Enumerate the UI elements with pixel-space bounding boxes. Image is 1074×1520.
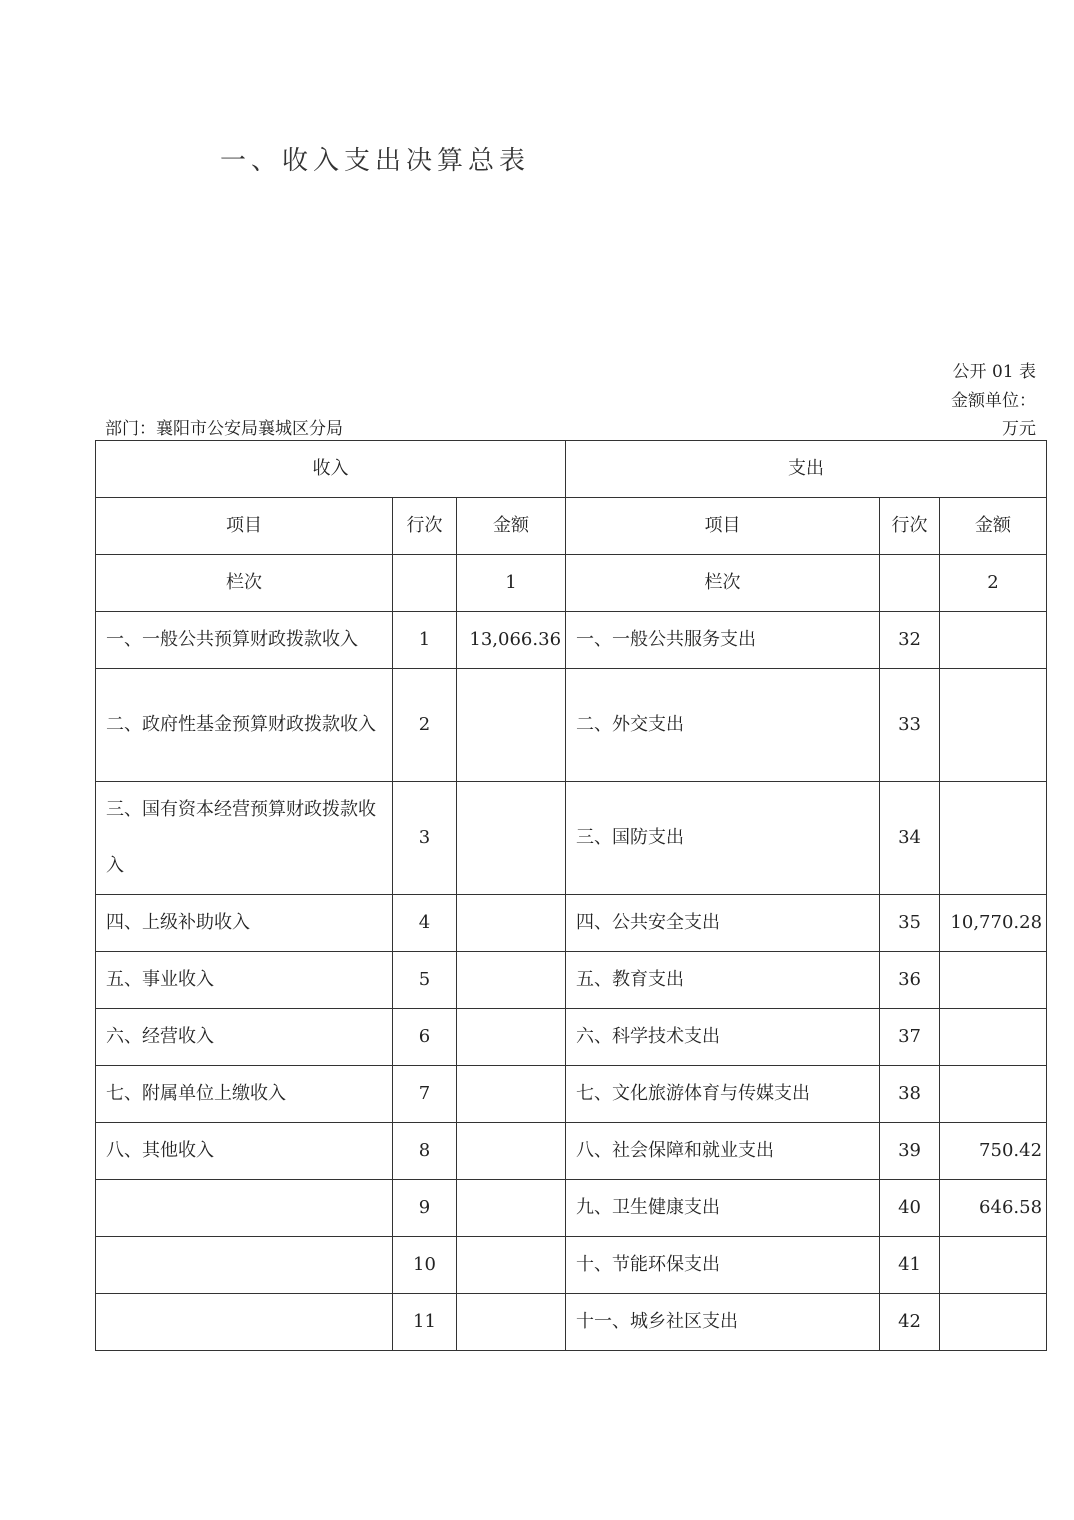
expense-item: 三、国防支出 bbox=[566, 782, 880, 895]
income-column-label: 栏次 bbox=[96, 555, 393, 612]
expense-section-header: 支出 bbox=[566, 441, 1047, 498]
income-row-no-header: 行次 bbox=[393, 498, 457, 555]
income-row-no: 1 bbox=[393, 612, 457, 669]
income-row-no: 3 bbox=[393, 782, 457, 895]
income-row-no: 6 bbox=[393, 1009, 457, 1066]
table-row bbox=[96, 669, 1047, 782]
income-row-no: 8 bbox=[393, 1123, 457, 1180]
expense-amount bbox=[940, 1066, 1047, 1123]
expense-amount bbox=[940, 782, 1047, 895]
expense-item: 一、一般公共服务支出 bbox=[566, 612, 880, 669]
expense-row-no: 34 bbox=[880, 782, 940, 895]
income-amount bbox=[457, 669, 566, 782]
income-row-no: 7 bbox=[393, 1066, 457, 1123]
income-item: 一、一般公共预算财政拨款收入 bbox=[96, 612, 393, 669]
expense-item: 十一、城乡社区支出 bbox=[566, 1294, 880, 1351]
income-item: 六、经营收入 bbox=[96, 1009, 393, 1066]
expense-row-no: 36 bbox=[880, 952, 940, 1009]
expense-row-no: 37 bbox=[880, 1009, 940, 1066]
expense-column-number: 2 bbox=[940, 555, 1047, 612]
column-header-row bbox=[96, 498, 1047, 555]
income-amount bbox=[457, 1237, 566, 1294]
income-item: 四、上级补助收入 bbox=[96, 895, 393, 952]
budget-summary-table bbox=[95, 440, 1047, 1351]
income-item: 三、国有资本经营预算财政拨款收入 bbox=[96, 782, 393, 895]
expense-amount: 646.58 bbox=[940, 1180, 1047, 1237]
income-amount bbox=[457, 952, 566, 1009]
income-row-no: 9 bbox=[393, 1180, 457, 1237]
income-row-no: 2 bbox=[393, 669, 457, 782]
table-row bbox=[96, 895, 1047, 952]
income-amount bbox=[457, 1180, 566, 1237]
section-header-row bbox=[96, 441, 1047, 498]
table-row bbox=[96, 1123, 1047, 1180]
expense-amount bbox=[940, 669, 1047, 782]
income-item bbox=[96, 1180, 393, 1237]
expense-amount bbox=[940, 1237, 1047, 1294]
expense-item: 四、公共安全支出 bbox=[566, 895, 880, 952]
amount-unit-value: 万元 bbox=[1002, 419, 1036, 439]
income-column-number: 1 bbox=[457, 555, 566, 612]
table-row bbox=[96, 952, 1047, 1009]
table-row bbox=[96, 1180, 1047, 1237]
table-row bbox=[96, 612, 1047, 669]
expense-item: 九、卫生健康支出 bbox=[566, 1180, 880, 1237]
expense-amount bbox=[940, 1009, 1047, 1066]
income-item: 八、其他收入 bbox=[96, 1123, 393, 1180]
income-row-no: 10 bbox=[393, 1237, 457, 1294]
income-amount bbox=[457, 1066, 566, 1123]
expense-row-no: 35 bbox=[880, 895, 940, 952]
income-item-header: 项目 bbox=[96, 498, 393, 555]
page-title: 一、收入支出决算总表 bbox=[220, 146, 531, 176]
table-row bbox=[96, 1066, 1047, 1123]
income-item bbox=[96, 1294, 393, 1351]
income-amount bbox=[457, 782, 566, 895]
income-item: 五、事业收入 bbox=[96, 952, 393, 1009]
table-row bbox=[96, 1237, 1047, 1294]
expense-item: 六、科学技术支出 bbox=[566, 1009, 880, 1066]
income-row-no: 11 bbox=[393, 1294, 457, 1351]
expense-item-header: 项目 bbox=[566, 498, 880, 555]
expense-row-no: 39 bbox=[880, 1123, 940, 1180]
expense-item: 七、文化旅游体育与传媒支出 bbox=[566, 1066, 880, 1123]
expense-amount bbox=[940, 1294, 1047, 1351]
department-name: 部门：襄阳市公安局襄城区分局 bbox=[105, 419, 343, 439]
table-number: 公开 01 表 bbox=[952, 362, 1036, 382]
income-item: 二、政府性基金预算财政拨款收入 bbox=[96, 669, 393, 782]
income-amount-header: 金额 bbox=[457, 498, 566, 555]
expense-amount-header: 金额 bbox=[940, 498, 1047, 555]
expense-row-no: 33 bbox=[880, 669, 940, 782]
expense-row-no: 41 bbox=[880, 1237, 940, 1294]
expense-row-no: 40 bbox=[880, 1180, 940, 1237]
expense-item: 五、教育支出 bbox=[566, 952, 880, 1009]
expense-amount: 10,770.28 bbox=[940, 895, 1047, 952]
expense-item: 十、节能环保支出 bbox=[566, 1237, 880, 1294]
expense-item: 八、社会保障和就业支出 bbox=[566, 1123, 880, 1180]
income-row-no: 5 bbox=[393, 952, 457, 1009]
table-row bbox=[96, 1009, 1047, 1066]
income-amount: 13,066.36 bbox=[457, 612, 566, 669]
column-number-row bbox=[96, 555, 1047, 612]
expense-column-label: 栏次 bbox=[566, 555, 880, 612]
table-row bbox=[96, 1294, 1047, 1351]
expense-row-no: 42 bbox=[880, 1294, 940, 1351]
expense-row-no: 32 bbox=[880, 612, 940, 669]
expense-column-blank bbox=[880, 555, 940, 612]
amount-unit-label: 金额单位： bbox=[951, 391, 1036, 411]
income-row-no: 4 bbox=[393, 895, 457, 952]
expense-amount bbox=[940, 612, 1047, 669]
expense-row-no-header: 行次 bbox=[880, 498, 940, 555]
income-section-header: 收入 bbox=[96, 441, 566, 498]
income-item: 七、附属单位上缴收入 bbox=[96, 1066, 393, 1123]
expense-row-no: 38 bbox=[880, 1066, 940, 1123]
expense-item: 二、外交支出 bbox=[566, 669, 880, 782]
income-amount bbox=[457, 1009, 566, 1066]
table-row bbox=[96, 782, 1047, 895]
income-amount bbox=[457, 1294, 566, 1351]
income-amount bbox=[457, 1123, 566, 1180]
expense-amount: 750.42 bbox=[940, 1123, 1047, 1180]
expense-amount bbox=[940, 952, 1047, 1009]
income-amount bbox=[457, 895, 566, 952]
income-item bbox=[96, 1237, 393, 1294]
income-column-blank bbox=[393, 555, 457, 612]
